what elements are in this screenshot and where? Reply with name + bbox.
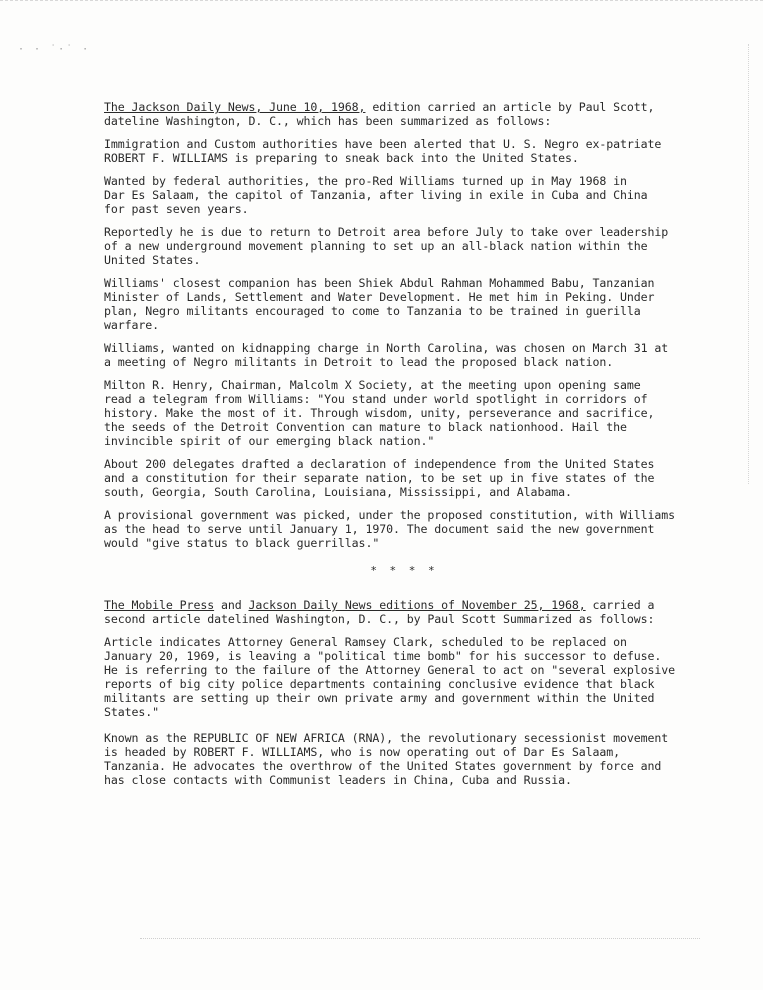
page-top-edge [0, 0, 763, 5]
newspaper-citation-mobile: The Mobile Press [104, 598, 215, 612]
paragraph-10-text: carried a second article datelined Washington, D. C., by Paul Scott Summarized as follows: [104, 598, 655, 626]
paragraph-11: Article indicates Attorney General Ramsey Clark, scheduled to be replaced on January 20, 1969, is leaving a "political time bomb" for his successor to defuse. He is referring to the failure of the Attorney General to act on "several explosive reports of big city police departments containing conclusive evidence that black militants are setting up their own private army and government within the United States." [104, 635, 676, 719]
paragraph-5: Williams' closest companion has been Shiek Abdul Rahman Mohammed Babu, Tanzanian Minister of Lands, Settlement and Water Development. He met him in Peking. Under plan, Negro militants encouraged to come to Tanzania to be trained in guerilla warfare. [104, 276, 655, 332]
paragraph-3: Wanted by federal authorities, the pro-Red Williams turned up in May 1968 in Dar Es Salaam, the capitol of Tanzania, after living in exile in Cuba and China for past seven years. [104, 174, 648, 216]
paragraph-10-and: and [214, 598, 249, 612]
paragraph-1-text: edition carried an article by Paul Scott, dateline Washington, D. C., which has been summarized as follows: [104, 100, 655, 128]
paragraph-7: Milton R. Henry, Chairman, Malcolm X Society, at the meeting upon opening same read a telegram from Williams: "You stand under world spotlight in corridors of history. Make the most of it. Through wisdom, unity, perseverance and sacrifice, the seeds of the Detroit Convention can mature to black nationhood. Hail the invincible spirit of our emerging black nation." [104, 378, 655, 448]
scan-bottom-marks [140, 938, 700, 941]
newspaper-citation-jackson: Jackson Daily News editions of November 25, 1968, [248, 598, 586, 612]
paragraph-10 [104, 598, 704, 626]
paragraph-8: About 200 delegates drafted a declaration of independence from the United States and a constitution for their separate nation, to be set up in five states of the south, Georgia, South Carolina, Louisiana, Mississippi, and Alabama. [104, 457, 655, 499]
paragraph-4: Reportedly he is due to return to Detroit area before July to take over leadership of a new underground movement planning to set up an all-black nation within the United States. [104, 225, 669, 267]
paragraph-1 [104, 100, 704, 128]
document-body [104, 100, 704, 796]
section-separator: * * * * [370, 564, 438, 577]
paragraph-2: Immigration and Custom authorities have been alerted that U. S. Negro ex-patriate ROBERT F. WILLIAMS is preparing to sneak back into the United States. [104, 137, 662, 165]
paragraph-9: A provisional government was picked, under the proposed constitution, with Williams as the head to serve until January 1, 1970. The document said the new government would "give status to black guerrillas." [104, 508, 676, 550]
scan-margin-marks [744, 44, 749, 484]
paragraph-12: Known as the REPUBLIC OF NEW AFRICA (RNA), the revolutionary secessionist movement is headed by ROBERT F. WILLIAMS, who is now operating out of Dar Es Salaam, Tanzania. He advocates the overthrow of the United States government by force and has close contacts with Communist leaders in China, Cuba and Russia. [104, 731, 669, 787]
newspaper-citation: The Jackson Daily News, June 10, 1968, [104, 100, 366, 114]
paragraph-6: Williams, wanted on kidnapping charge in North Carolina, was chosen on March 31 at a meeting of Negro militants in Detroit to lead the proposed black nation. [104, 341, 669, 369]
scan-specks: · · ˙·˙ · [18, 44, 91, 55]
